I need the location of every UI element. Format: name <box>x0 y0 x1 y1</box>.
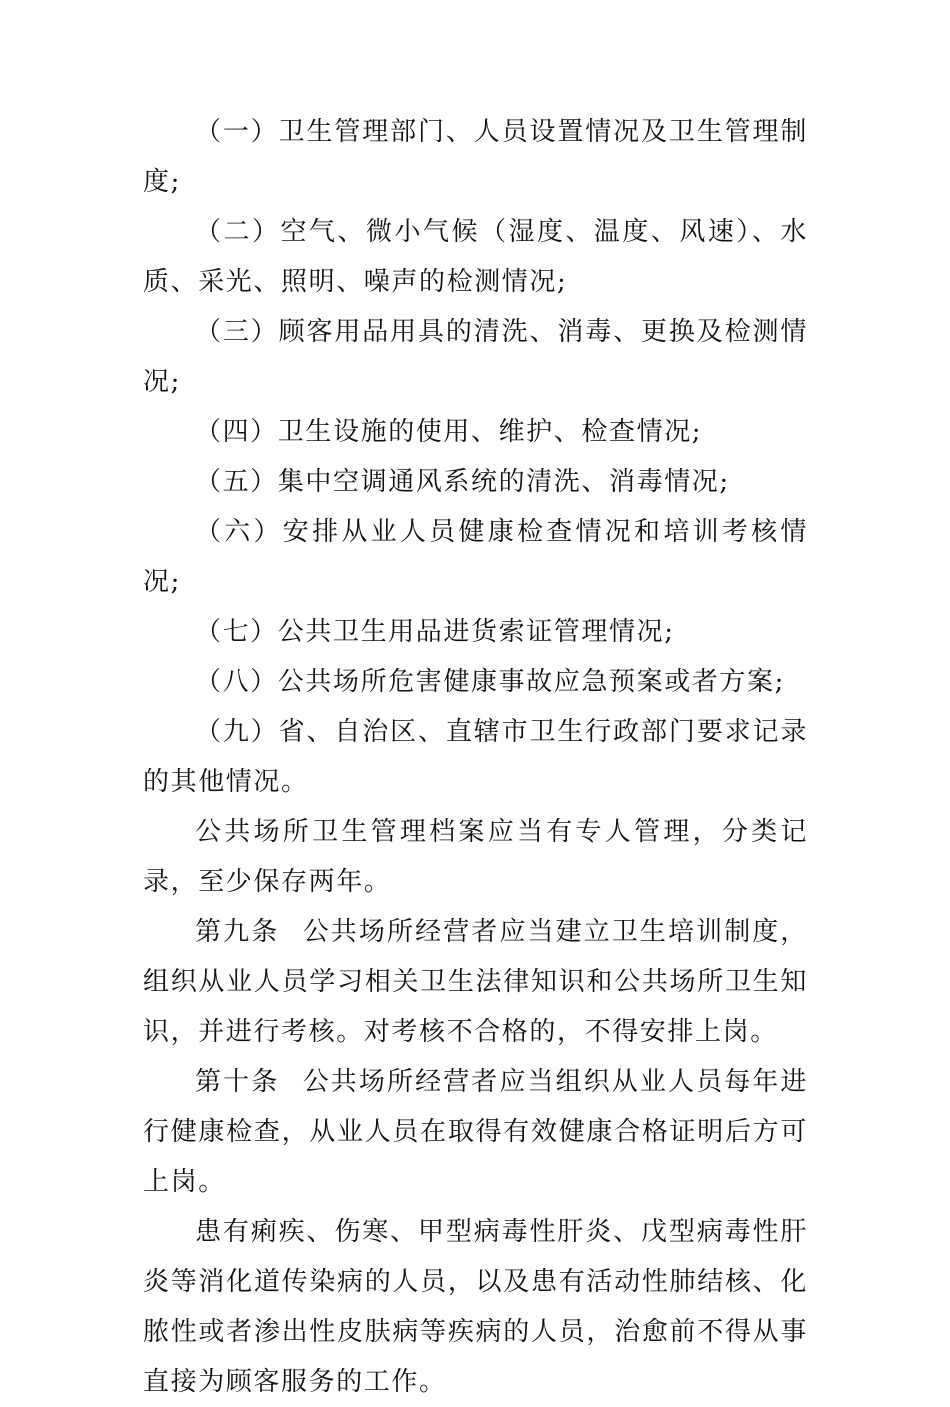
article-10-label: 第十条 <box>195 1067 280 1097</box>
list-item-6: （六）安排从业人员健康检查情况和培训考核情况; <box>143 517 808 597</box>
archive-note-paragraph: 公共场所卫生管理档案应当有专人管理，分类记录，至少保存两年。 <box>143 817 808 897</box>
article-9-text: 公共场所经营者应当建立卫生培训制度，组织从业人员学习相关卫生法律知识和公共场所卫生知识，并进行考核。对考核不合格的，不得安排上岗。 <box>143 917 808 1047</box>
list-item-5: （五）集中空调通风系统的清洗、消毒情况; <box>195 467 730 497</box>
article-9-paragraph <box>143 907 808 1057</box>
list-item-9: （九）省、自治区、直辖市卫生行政部门要求记录的其他情况。 <box>143 717 808 797</box>
list-item-4: （四）卫生设施的使用、维护、检查情况; <box>195 417 703 447</box>
article-10-paragraph <box>143 1057 808 1207</box>
list-item-7: （七）公共卫生用品进货索证管理情况; <box>195 617 675 647</box>
list-item-1: （一）卫生管理部门、人员设置情况及卫生管理制度; <box>143 117 808 197</box>
list-item-2: （二）空气、微小气候（湿度、温度、风速）、水质、采光、照明、噪声的检测情况; <box>143 217 808 297</box>
article-10-text: 公共场所经营者应当组织从业人员每年进行健康检查，从业人员在取得有效健康合格证明后方可上岗。 <box>143 1067 808 1197</box>
list-item-3: （三）顾客用品用具的清洗、消毒、更换及检测情况; <box>143 317 808 397</box>
article-9-label: 第九条 <box>195 917 280 947</box>
disease-note-paragraph: 患有痢疾、伤寒、甲型病毒性肝炎、戊型病毒性肝炎等消化道传染病的人员，以及患有活动性肺结核、化脓性或者渗出性皮肤病等疾病的人员，治愈前不得从事直接为顾客服务的工作。 <box>143 1217 808 1397</box>
document-body <box>143 107 808 1407</box>
list-item-8: （八）公共场所危害健康事故应急预案或者方案; <box>195 667 785 697</box>
